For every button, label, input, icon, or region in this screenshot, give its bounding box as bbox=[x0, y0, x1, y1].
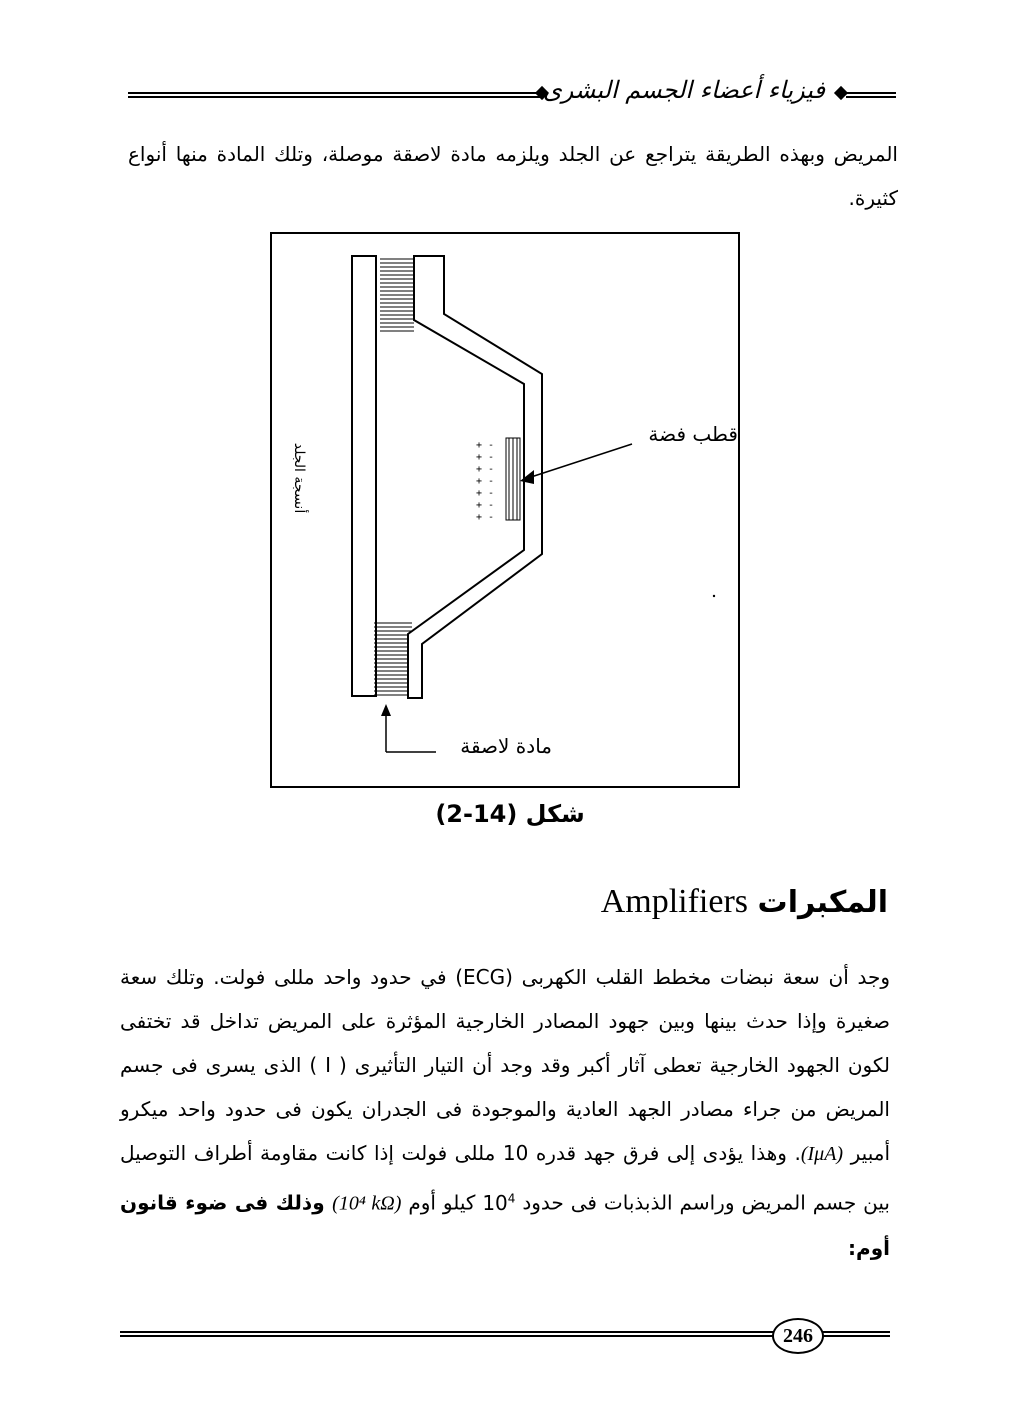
charge-markers bbox=[476, 440, 494, 523]
svg-text:+ -: + - bbox=[476, 476, 495, 487]
resistance-base: 10 bbox=[482, 1190, 508, 1215]
electrode-figure bbox=[270, 232, 740, 788]
intro-paragraph: المريض وبهذه الطريقة يتراجع عن الجلد ويلزمه مادة لاصقة موصلة، وتلك المادة منها أنواع كثيرة. bbox=[128, 142, 898, 210]
current-symbol: (IμA) bbox=[800, 1143, 844, 1165]
svg-text:+ -: + - bbox=[476, 488, 495, 499]
section-heading-arabic: المكبرات bbox=[757, 885, 888, 920]
section-heading-english: Amplifiers bbox=[600, 883, 748, 920]
svg-text:+ -: + - bbox=[476, 452, 495, 463]
skin-tissue-bar bbox=[352, 256, 376, 696]
stray-dot bbox=[713, 595, 715, 597]
label-skin-tissue: أنسجة الجلد bbox=[291, 442, 307, 514]
header-rule-left bbox=[128, 92, 540, 98]
body-text-1: وجد أن سعة نبضات مخطط القلب الكهربى (ECG) في حدود واحد مللى فولت. وتلك سعة صغيرة وإذا حدث بينها وبين جهود المصادر الخارجية المؤثرة على المريض تداخل قد تختفى لكون الجهود الخارجية تعطى آثار أكبر وقد وجد أن التيار التأثيرى ( I ) الذى يسرى فى جسم المريض من جراء مصادر الجهد العادية والموجودة فى الجدران يكون فى حدود واحد ميكرو أمبير bbox=[120, 965, 891, 1165]
body-paragraph bbox=[120, 955, 890, 1270]
figure-caption: شكل (14-2) bbox=[435, 800, 585, 828]
electrode-arrow-line bbox=[528, 444, 632, 478]
section-heading bbox=[520, 872, 888, 932]
footer-rule-right bbox=[822, 1331, 890, 1337]
label-adhesive: مادة لاصقة bbox=[460, 734, 552, 758]
svg-text:+ -: + - bbox=[476, 512, 495, 523]
running-header-title: فيزياء أعضاء الجسم البشرى bbox=[542, 76, 825, 104]
silver-electrode bbox=[506, 438, 520, 520]
body-text-3: كيلو أوم bbox=[401, 1190, 483, 1215]
label-silver-electrode: قطب فضة bbox=[648, 422, 738, 446]
svg-text:+ -: + - bbox=[476, 464, 495, 475]
body-text-4: وذلك فى ضوء قانون أوم: bbox=[120, 1190, 890, 1260]
adhesive-arrow-head bbox=[381, 704, 391, 716]
header-rule-right bbox=[846, 92, 896, 98]
electrode-housing bbox=[408, 256, 542, 698]
footer-rule-left bbox=[120, 1331, 774, 1337]
electrode-diagram bbox=[272, 234, 738, 786]
page-number: 246 bbox=[772, 1318, 824, 1354]
adhesive-pad-bottom bbox=[374, 620, 412, 698]
adhesive-pad-top bbox=[380, 256, 414, 334]
resistance-expression: (10⁴ kΩ) bbox=[332, 1192, 402, 1215]
resistance-value bbox=[482, 1191, 515, 1215]
svg-text:+ -: + - bbox=[476, 440, 495, 451]
svg-text:+ -: + - bbox=[476, 500, 495, 511]
resistance-exponent: 4 bbox=[507, 1191, 516, 1205]
body-text-2: . وهذا يؤدى إلى فرق جهد قدره 10 مللى فولت إذا كانت مقاومة أطراف التوصيل بين جسم المريض وراسم الذبذبات فى حدود bbox=[120, 1141, 890, 1215]
